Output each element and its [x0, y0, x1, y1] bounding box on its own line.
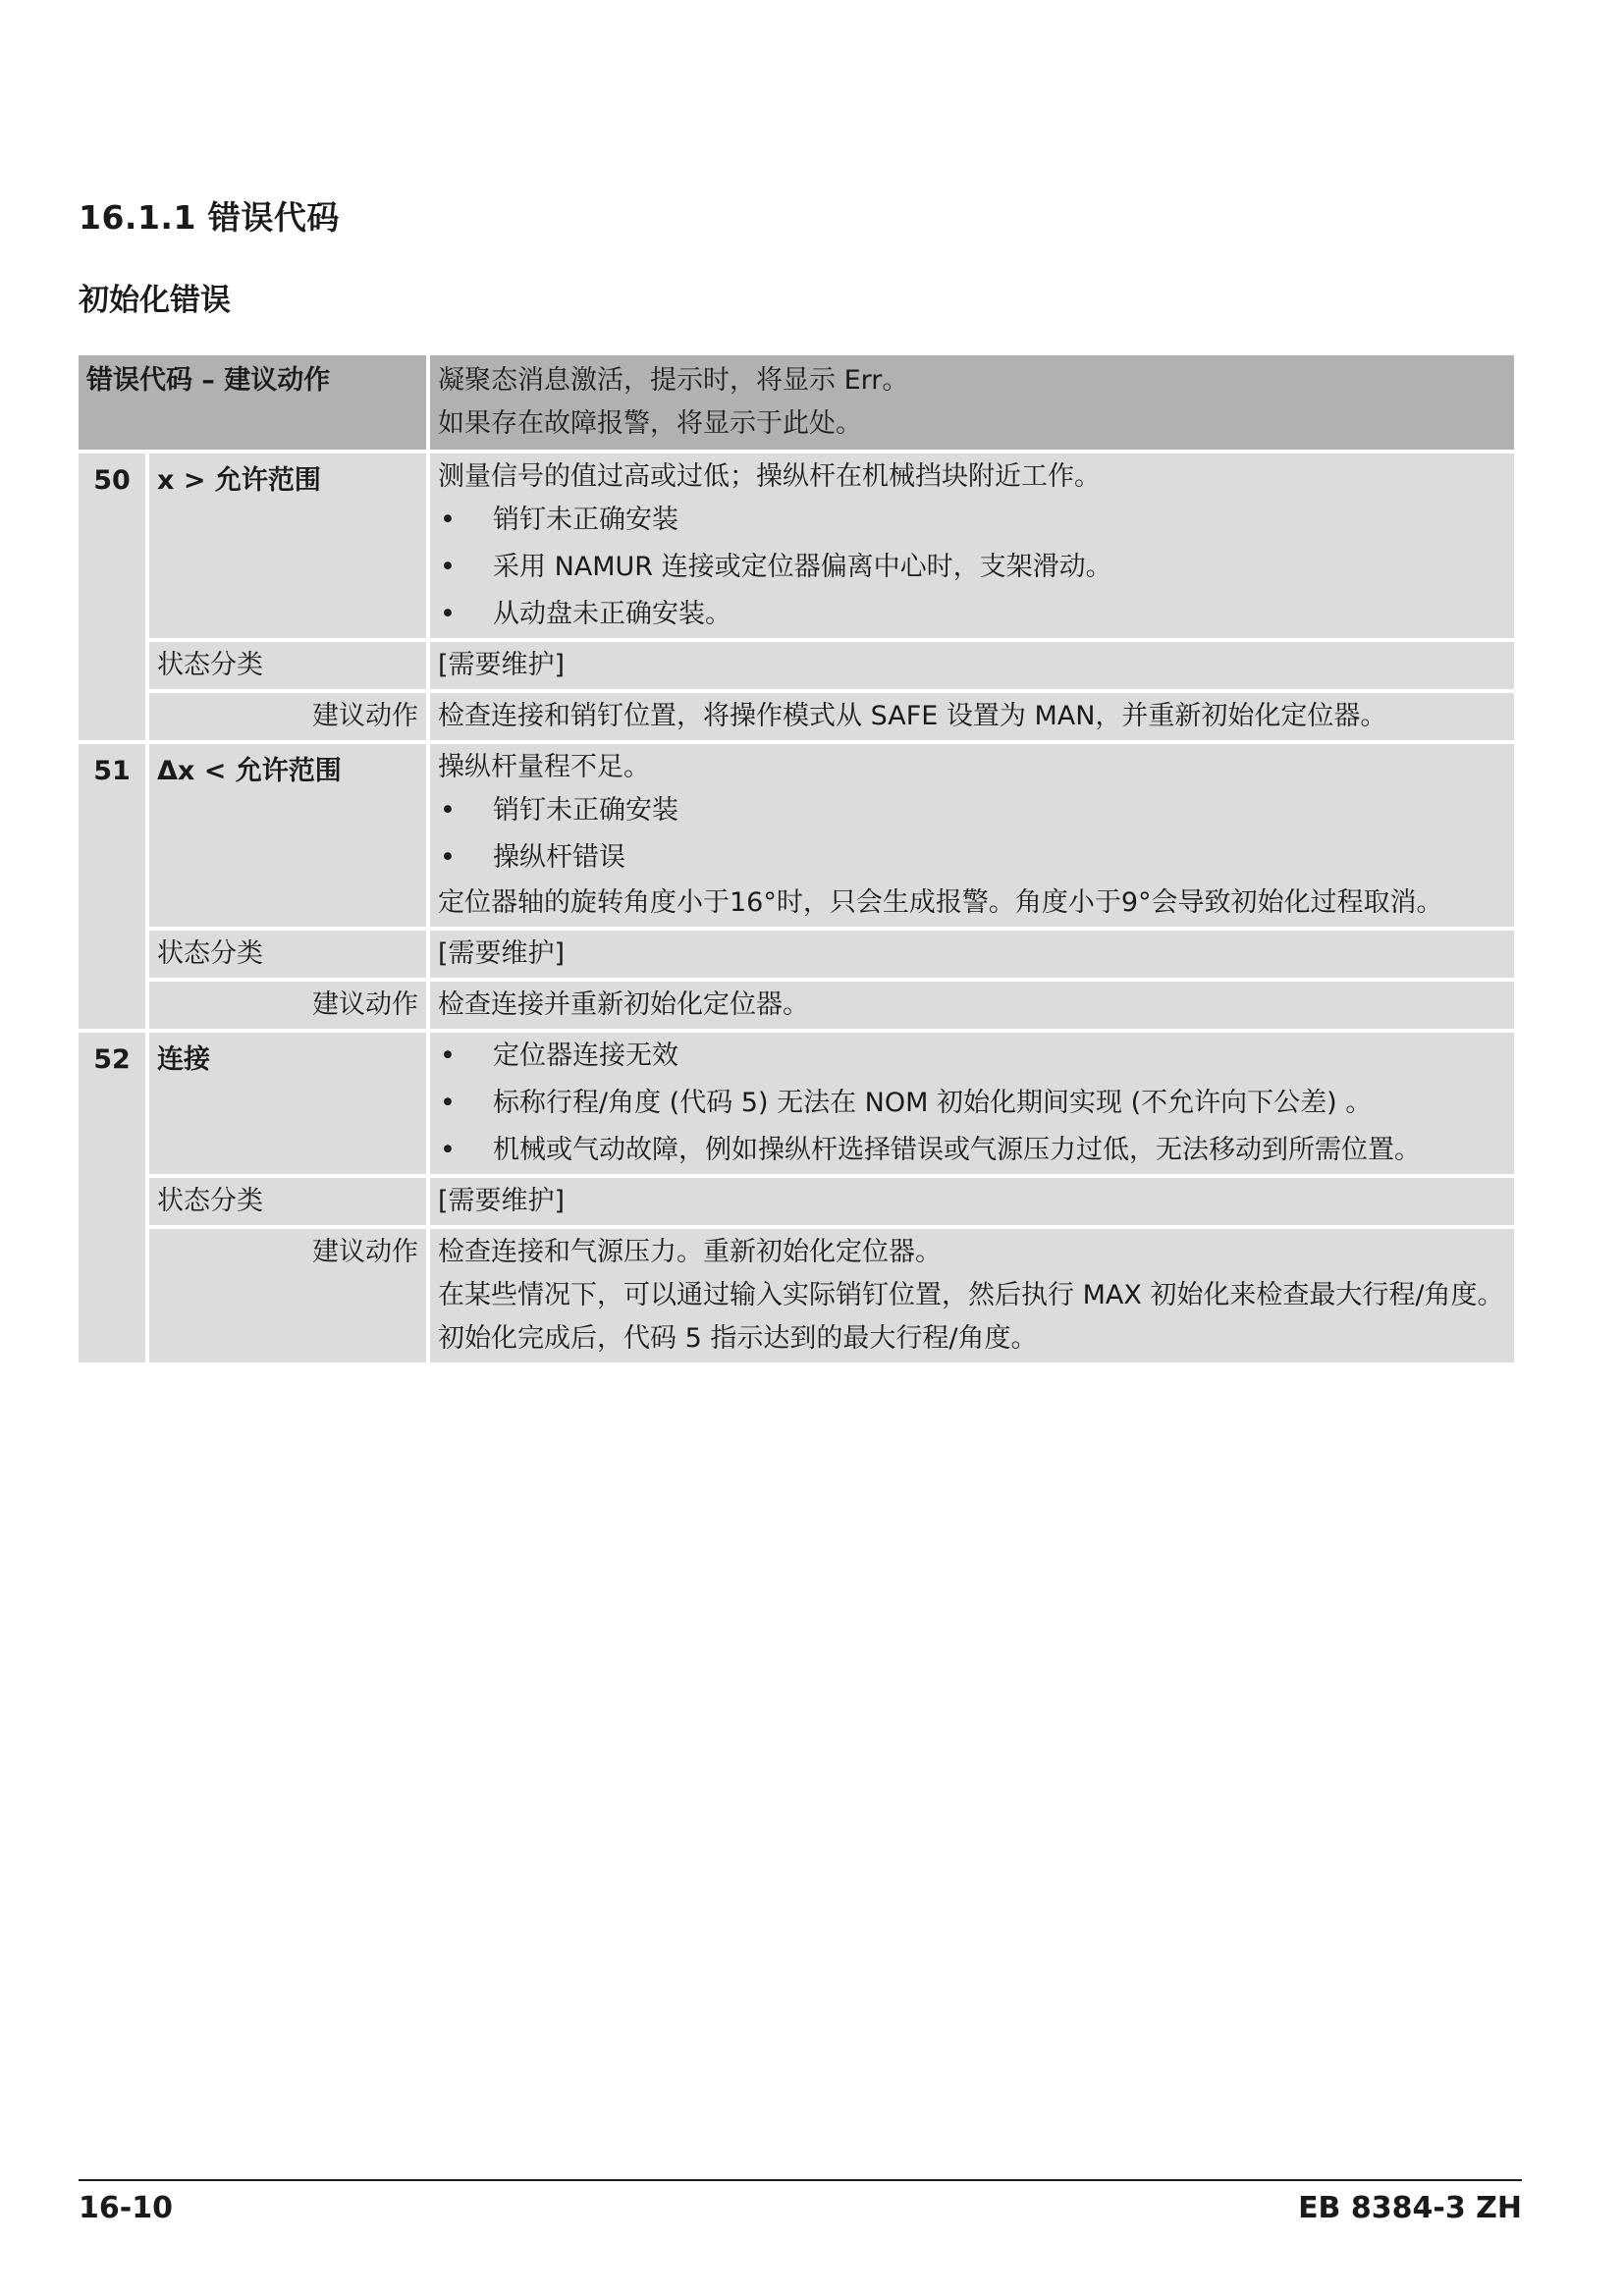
table-row [79, 1229, 1514, 1362]
action-line: 初始化完成后，代码 5 指示达到的最大行程/角度。 [438, 1323, 1038, 1354]
cause-list [438, 1039, 1506, 1168]
error-code-title: x > 允许范围 [149, 454, 426, 638]
action-value-cell [430, 1229, 1514, 1362]
header-left-cell: 错误代码 – 建议动作 [79, 355, 426, 450]
error-code-number: 51 [79, 744, 145, 1029]
document-id: EB 8384-3 ZH [1298, 2191, 1522, 2225]
action-value: 检查连接和销钉位置，将操作模式从 SAFE 设置为 MAN，并重新初始化定位器。 [430, 693, 1514, 740]
error-description: 操纵杆量程不足。 [438, 752, 650, 782]
list-item: • 采用 NAMUR 连接或定位器偏离中心时，支架滑动。 [438, 550, 1506, 585]
list-item: • 销钉未正确安装 [438, 793, 1506, 828]
status-label: 状态分类 [149, 1178, 426, 1225]
error-code-title: 连接 [149, 1033, 426, 1174]
error-code-number: 50 [79, 454, 145, 740]
status-label: 状态分类 [149, 931, 426, 978]
action-value: 检查连接并重新初始化定位器。 [430, 982, 1514, 1029]
action-line: 在某些情况下，可以通过输入实际销钉位置，然后执行 MAX 初始化来检查最大行程/角度。 [438, 1280, 1504, 1310]
table-row [79, 454, 1514, 638]
status-value: [需要维护] [430, 1178, 1514, 1225]
table-row [79, 642, 1514, 689]
status-value: [需要维护] [430, 642, 1514, 689]
footer-rule [79, 2179, 1522, 2181]
error-description-cell [430, 454, 1514, 638]
action-label: 建议动作 [149, 982, 426, 1029]
error-description-cell [430, 744, 1514, 927]
header-note-1: 凝聚态消息激活，提示时，将显示 Err。 [438, 365, 909, 396]
table-row [79, 744, 1514, 927]
list-item: • 标称行程/角度 (代码 5) 无法在 NOM 初始化期间实现 (不允许向下公差) 。 [438, 1086, 1506, 1121]
error-code-title: Δx < 允许范围 [149, 744, 426, 927]
header-right-cell [430, 355, 1514, 450]
action-label: 建议动作 [149, 693, 426, 740]
status-label: 状态分类 [149, 642, 426, 689]
action-label: 建议动作 [149, 1229, 426, 1362]
list-item: • 销钉未正确安装 [438, 503, 1506, 538]
error-code-number: 52 [79, 1033, 145, 1362]
table-row [79, 1178, 1514, 1225]
page-number: 16-10 [79, 2191, 173, 2225]
error-code-table [75, 351, 1518, 1366]
list-item: • 机械或气动故障，例如操纵杆选择错误或气源压力过低，无法移动到所需位置。 [438, 1133, 1506, 1168]
error-note: 定位器轴的旋转角度小于16°时，只会生成报警。角度小于9°会导致初始化过程取消。 [438, 887, 1443, 918]
list-item: • 操纵杆错误 [438, 840, 1506, 876]
error-description-cell [430, 1033, 1514, 1174]
cause-list [438, 503, 1506, 632]
status-value: [需要维护] [430, 931, 1514, 978]
table-row [79, 931, 1514, 978]
table-row [79, 982, 1514, 1029]
table-row [79, 693, 1514, 740]
list-item: • 从动盘未正确安装。 [438, 597, 1506, 632]
table-row [79, 1033, 1514, 1174]
table-header-row [79, 355, 1514, 450]
error-description: 测量信号的值过高或过低；操纵杆在机械挡块附近工作。 [438, 461, 1101, 492]
cause-list [438, 793, 1506, 876]
action-line: 检查连接和气源压力。重新初始化定位器。 [438, 1237, 942, 1267]
list-item: • 定位器连接无效 [438, 1039, 1506, 1074]
header-note-2: 如果存在故障报警，将显示于此处。 [438, 408, 862, 439]
section-title: 16.1.1 错误代码 [79, 198, 340, 237]
sub-title: 初始化错误 [79, 283, 231, 318]
